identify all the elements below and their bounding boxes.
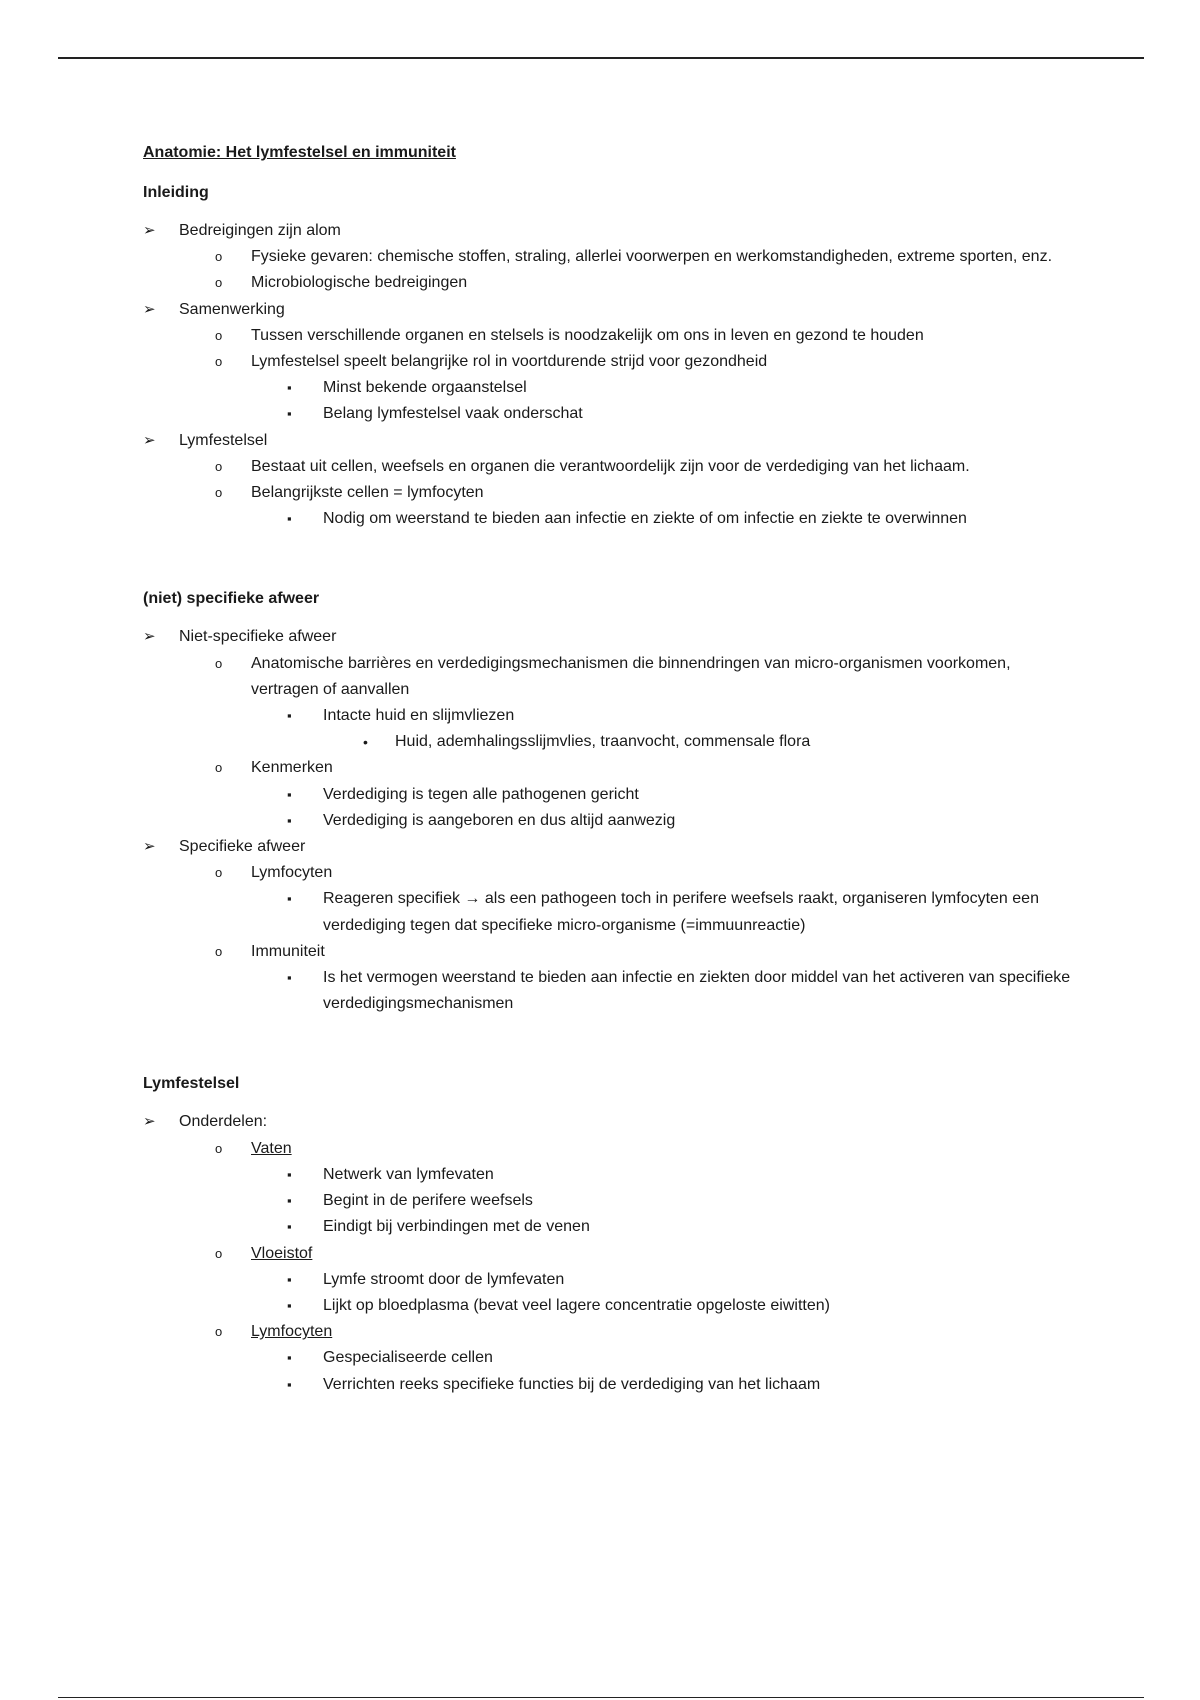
list-item-level-2 [143,1319,1073,1345]
list-item-level-2 [143,939,1073,965]
bullet-marker-icon: ▪ [287,1193,292,1209]
list-item-level-3 [143,1162,1073,1188]
document-body [143,142,1073,1398]
bullet-marker-icon: o [215,327,223,343]
list-item-text: Eindigt bij verbindingen met de venen [323,1218,590,1236]
list-item-text: Verdediging is tegen alle pathogenen gericht [323,785,639,803]
section-spacer [143,532,1073,588]
bullet-marker-icon: ▪ [287,1166,292,1182]
list-item-text: Netwerk van lymfevaten [323,1165,494,1183]
list-item-level-3 [143,1188,1073,1214]
bullet-marker-icon: • [363,734,368,751]
section-heading: (niet) specifieke afweer [143,590,320,608]
list-item-text: Microbiologische bedreigingen [251,274,468,292]
list-item-text: Anatomische barrières en verdedigingsmechanismen die binnendringen van micro-organismen voorkomen, vertragen of aanvallen [251,654,1011,698]
list-item-level-3 [143,782,1073,808]
list-item-text: Lymfestelsel speelt belangrijke rol in voortdurende strijd voor gezondheid [251,353,768,371]
list-item-level-3 [143,808,1073,834]
list-item-text: Intacte huid en slijmvliezen [323,707,515,725]
list-item-level-2 [143,651,1073,703]
list-item-text: Specifieke afweer [179,838,306,856]
list-item-level-3 [143,1345,1073,1371]
bullet-marker-icon: o [215,485,223,501]
list-item-level-1 [143,624,1073,650]
bullet-marker-icon: ▪ [287,406,292,422]
list-item-text: Begint in de perifere weefsels [323,1192,533,1210]
bullet-marker-icon: o [215,354,223,370]
list-item-text: Reageren specifiek → als een pathogeen toch in perifere weefsels raakt, organiseren lymfocyten een verdediging tegen dat specifieke micro-organisme (=immuunreactie) [323,890,1039,934]
list-item-text: Huid, ademhalingsslijmvlies, traanvocht, commensale flora [395,733,811,751]
list-item-level-3 [143,506,1073,532]
sections-container [143,182,1073,1398]
bullet-marker-icon: ➢ [143,222,156,239]
bullet-list [143,1109,1073,1397]
bullet-marker-icon: ▪ [287,1219,292,1235]
list-item-text: Is het vermogen weerstand te bieden aan infectie en ziekten door middel van het activeren van specifieke verdedigingsmechanismen [323,969,1071,1013]
bullet-marker-icon: ➢ [143,1113,156,1131]
bullet-marker-icon: o [215,1140,223,1156]
list-item-text: Verrichten reeks specifieke functies bij de verdediging van het lichaam [323,1375,821,1393]
list-item-level-3 [143,1267,1073,1293]
list-item-level-1 [143,428,1073,454]
bullet-marker-icon: o [215,1245,223,1261]
list-item-level-3 [143,703,1073,729]
bullet-marker-icon: o [215,943,223,959]
list-item-level-1 [143,1109,1073,1135]
list-item-text: Vaten [251,1139,292,1157]
list-item-text: Belang lymfestelsel vaak onderschat [323,405,583,423]
bullet-marker-icon: ▪ [287,1376,292,1392]
list-item-level-1 [143,297,1073,323]
bullet-marker-icon: o [215,249,223,265]
list-item-text: Lymfocyten [251,1323,333,1341]
list-item-level-3 [143,1293,1073,1319]
list-item-level-1 [143,218,1073,244]
list-item-text: Lijkt op bloedplasma (bevat veel lagere concentratie opgeloste eiwitten) [323,1296,830,1314]
bullet-marker-icon: o [215,760,223,776]
list-item-text: Kenmerken [251,759,333,777]
list-item-level-2 [143,860,1073,886]
bullet-marker-icon: ➢ [143,300,156,318]
list-item-text: Bestaat uit cellen, weefsels en organen die verantwoordelijk zijn voor de verdediging van het lichaam. [251,457,970,475]
bullet-marker-icon: o [215,865,223,881]
section-spacer [143,1017,1073,1073]
bullet-marker-icon: ➢ [143,431,156,449]
list-item-level-3 [143,886,1073,938]
list-item-text: Immuniteit [251,942,325,960]
list-item-level-3 [143,375,1073,401]
list-item-level-2 [143,244,1073,270]
header-rule [58,57,1144,59]
footer-rule [58,1697,1144,1698]
bullet-marker-icon: ➢ [143,628,156,646]
list-item-text: Belangrijkste cellen = lymfocyten [251,484,484,502]
bullet-marker-icon: ▪ [287,1350,292,1366]
list-item-level-2 [143,323,1073,349]
bullet-marker-icon: o [215,1324,223,1340]
list-item-text: Niet-specifieke afweer [179,628,337,646]
bullet-marker-icon: ▪ [287,970,292,986]
list-item-text: Tussen verschillende organen en stelsels is noodzakelijk om ons in leven en gezond te houden [251,326,924,344]
bullet-marker-icon: ▪ [287,380,292,396]
list-item-level-2 [143,480,1073,506]
list-item-level-3 [143,1372,1073,1398]
bullet-marker-icon: ▪ [287,786,292,802]
bullet-list [143,624,1073,1017]
list-item-text: Vloeistof [251,1244,313,1262]
list-item-text: Bedreigingen zijn alom [179,222,341,239]
section-heading: Inleiding [143,184,209,201]
bullet-marker-icon: ▪ [287,1271,292,1287]
list-item-text: Fysieke gevaren: chemische stoffen, straling, allerlei voorwerpen en werkomstandigheden, extreme sporten, enz. [251,248,1053,266]
document-title: Anatomie: Het lymfestelsel en immuniteit [143,144,456,161]
list-item-text: Lymfestelsel [179,431,268,449]
bullet-list [143,218,1073,532]
bullet-marker-icon: o [215,275,223,291]
list-item-text: Gespecialiseerde cellen [323,1349,493,1367]
list-item-level-2 [143,349,1073,375]
list-item-level-1 [143,834,1073,860]
list-item-level-2 [143,755,1073,781]
list-item-text: Nodig om weerstand te bieden aan infectie en ziekte of om infectie en ziekte te overwinnen [323,510,967,528]
list-item-level-2 [143,270,1073,296]
list-item-text: Samenwerking [179,300,285,318]
list-item-level-2 [143,1241,1073,1267]
list-item-level-2 [143,454,1073,480]
bullet-marker-icon: ▪ [287,708,292,724]
bullet-marker-icon: ▪ [287,511,292,527]
list-item-level-3 [143,401,1073,427]
list-item-text: Lymfocyten [251,864,333,882]
bullet-marker-icon: ➢ [143,838,156,856]
bullet-marker-icon: ▪ [287,812,292,828]
list-item-text: Lymfe stroomt door de lymfevaten [323,1270,565,1288]
list-item-text: Verdediging is aangeboren en dus altijd aanwezig [323,811,676,829]
bullet-marker-icon: ▪ [287,1297,292,1313]
list-item-level-2 [143,1136,1073,1162]
list-item-level-3 [143,965,1073,1017]
bullet-marker-icon: o [215,458,223,474]
bullet-marker-icon: ▪ [287,891,292,907]
list-item-level-4 [143,729,1073,755]
list-item-level-3 [143,1214,1073,1240]
list-item-text: Minst bekende orgaanstelsel [323,379,527,397]
section-heading: Lymfestelsel [143,1075,240,1093]
list-item-text: Onderdelen: [179,1113,268,1131]
bullet-marker-icon: o [215,655,223,671]
